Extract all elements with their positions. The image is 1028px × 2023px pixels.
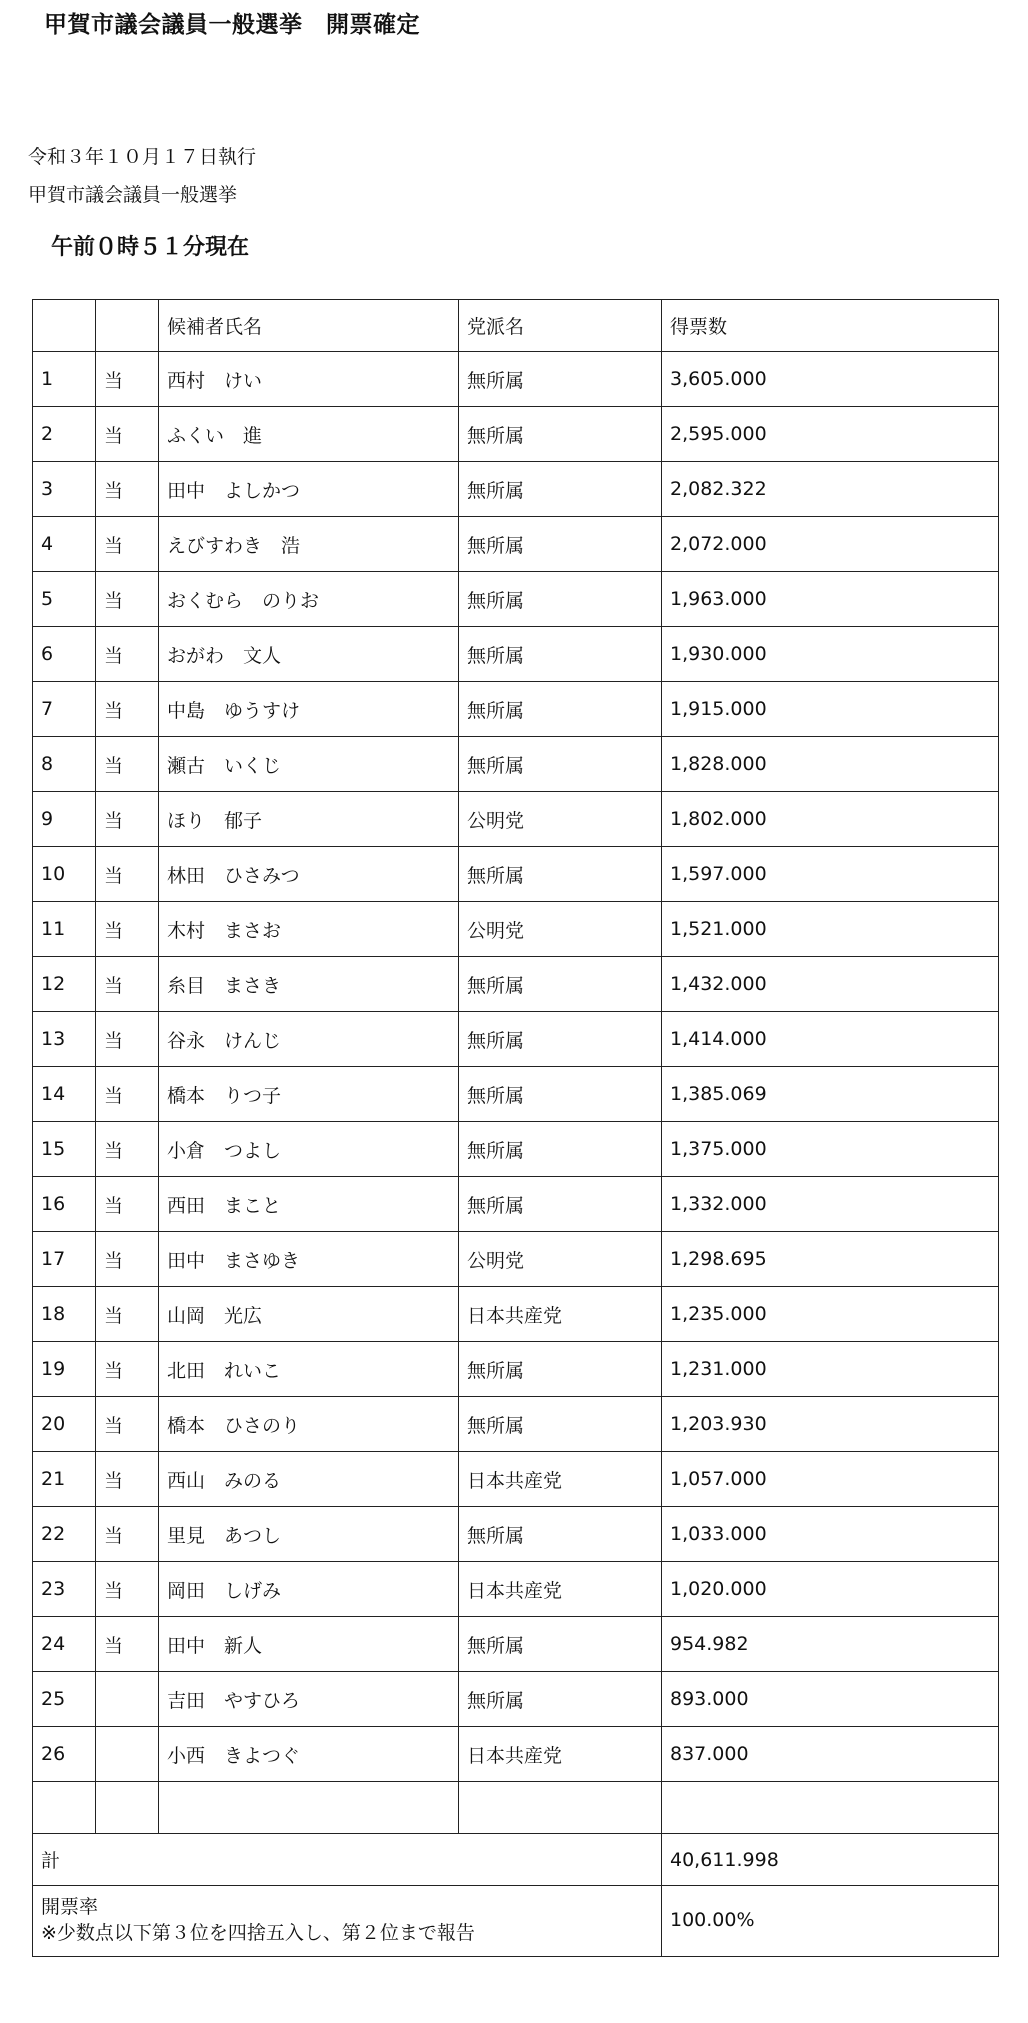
empty-cell (33, 1782, 96, 1834)
table-row (33, 627, 999, 682)
cell-votes: 1,963.000 (662, 572, 999, 627)
table-row (33, 847, 999, 902)
cell-votes: 1,521.000 (662, 902, 999, 957)
cell-votes: 954.982 (662, 1617, 999, 1672)
header-number (33, 300, 96, 352)
cell-candidate-name: 田中 まさゆき (159, 1232, 459, 1287)
cell-party: 無所属 (459, 1177, 662, 1232)
cell-elected-mark: 当 (96, 462, 159, 517)
page-title: 甲賀市議会議員一般選挙 開票確定 (44, 12, 420, 38)
cell-candidate-name: 林田 ひさみつ (159, 847, 459, 902)
cell-elected-mark: 当 (96, 737, 159, 792)
cell-party: 無所属 (459, 847, 662, 902)
cell-elected-mark: 当 (96, 1177, 159, 1232)
cell-candidate-name: おがわ 文人 (159, 627, 459, 682)
cell-number: 2 (33, 407, 96, 462)
cell-elected-mark: 当 (96, 517, 159, 572)
cell-candidate-name: 谷永 けんじ (159, 1012, 459, 1067)
table-row (33, 407, 999, 462)
cell-number: 4 (33, 517, 96, 572)
cell-votes: 2,595.000 (662, 407, 999, 462)
cell-elected-mark: 当 (96, 1452, 159, 1507)
cell-candidate-name: 里見 あつし (159, 1507, 459, 1562)
cell-votes: 1,915.000 (662, 682, 999, 737)
cell-votes: 1,298.695 (662, 1232, 999, 1287)
cell-votes: 1,020.000 (662, 1562, 999, 1617)
cell-votes: 1,930.000 (662, 627, 999, 682)
cell-party: 無所属 (459, 627, 662, 682)
cell-party: 無所属 (459, 1397, 662, 1452)
table-row (33, 1507, 999, 1562)
cell-number: 19 (33, 1342, 96, 1397)
table-row (33, 352, 999, 407)
cell-number: 10 (33, 847, 96, 902)
cell-elected-mark: 当 (96, 682, 159, 737)
cell-party: 無所属 (459, 1617, 662, 1672)
cell-party: 日本共産党 (459, 1287, 662, 1342)
cell-number: 16 (33, 1177, 96, 1232)
election-date: 令和３年１０月１７日執行 (28, 146, 257, 168)
cell-elected-mark: 当 (96, 902, 159, 957)
table-row (33, 462, 999, 517)
cell-elected-mark (96, 1672, 159, 1727)
header-candidate-name: 候補者氏名 (159, 300, 459, 352)
cell-elected-mark: 当 (96, 1067, 159, 1122)
cell-number: 12 (33, 957, 96, 1012)
cell-elected-mark: 当 (96, 572, 159, 627)
cell-party: 無所属 (459, 407, 662, 462)
cell-number: 20 (33, 1397, 96, 1452)
table-row (33, 517, 999, 572)
cell-number: 5 (33, 572, 96, 627)
cell-number: 26 (33, 1727, 96, 1782)
cell-candidate-name: 山岡 光広 (159, 1287, 459, 1342)
table-row (33, 1177, 999, 1232)
cell-votes: 1,414.000 (662, 1012, 999, 1067)
cell-votes: 1,332.000 (662, 1177, 999, 1232)
table-row (33, 737, 999, 792)
cell-votes: 1,033.000 (662, 1507, 999, 1562)
cell-party: 無所属 (459, 1067, 662, 1122)
cell-candidate-name: 西村 けい (159, 352, 459, 407)
cell-votes: 1,235.000 (662, 1287, 999, 1342)
table-row (33, 1727, 999, 1782)
cell-elected-mark: 当 (96, 1287, 159, 1342)
cell-candidate-name: 中島 ゆうすけ (159, 682, 459, 737)
cell-number: 11 (33, 902, 96, 957)
cell-votes: 2,082.322 (662, 462, 999, 517)
total-value: 40,611.998 (662, 1834, 999, 1886)
election-name: 甲賀市議会議員一般選挙 (28, 184, 238, 206)
cell-votes: 893.000 (662, 1672, 999, 1727)
cell-candidate-name: 西山 みのる (159, 1452, 459, 1507)
cell-candidate-name: 田中 よしかつ (159, 462, 459, 517)
cell-candidate-name: 小西 きよつぐ (159, 1727, 459, 1782)
counting-rate-row (33, 1886, 999, 1957)
cell-party: 無所属 (459, 682, 662, 737)
counting-rate-value: 100.00% (662, 1886, 999, 1957)
cell-number: 14 (33, 1067, 96, 1122)
cell-candidate-name: 吉田 やすひろ (159, 1672, 459, 1727)
cell-candidate-name: ほり 郁子 (159, 792, 459, 847)
table-row (33, 957, 999, 1012)
header-party: 党派名 (459, 300, 662, 352)
header-elected (96, 300, 159, 352)
cell-votes: 1,375.000 (662, 1122, 999, 1177)
header-votes: 得票数 (662, 300, 999, 352)
cell-number: 7 (33, 682, 96, 737)
table-row (33, 572, 999, 627)
cell-number: 24 (33, 1617, 96, 1672)
cell-candidate-name: ふくい 進 (159, 407, 459, 462)
table-row (33, 682, 999, 737)
cell-votes: 1,231.000 (662, 1342, 999, 1397)
table-row (33, 1397, 999, 1452)
cell-elected-mark: 当 (96, 1397, 159, 1452)
cell-elected-mark (96, 1727, 159, 1782)
cell-votes: 1,203.930 (662, 1397, 999, 1452)
cell-elected-mark: 当 (96, 407, 159, 462)
table-row (33, 1232, 999, 1287)
table-row (33, 1562, 999, 1617)
cell-party: 無所属 (459, 517, 662, 572)
cell-votes: 1,057.000 (662, 1452, 999, 1507)
empty-cell (459, 1782, 662, 1834)
cell-candidate-name: 糸目 まさき (159, 957, 459, 1012)
cell-votes: 1,385.069 (662, 1067, 999, 1122)
cell-elected-mark: 当 (96, 957, 159, 1012)
cell-candidate-name: 橋本 ひさのり (159, 1397, 459, 1452)
cell-candidate-name: 木村 まさお (159, 902, 459, 957)
cell-number: 15 (33, 1122, 96, 1177)
cell-elected-mark: 当 (96, 1507, 159, 1562)
cell-candidate-name: 北田 れいこ (159, 1342, 459, 1397)
cell-party: 公明党 (459, 902, 662, 957)
counting-rate-label-cell (33, 1886, 662, 1957)
cell-party: 日本共産党 (459, 1562, 662, 1617)
cell-candidate-name: 西田 まこと (159, 1177, 459, 1232)
cell-candidate-name: 岡田 しげみ (159, 1562, 459, 1617)
cell-candidate-name: 小倉 つよし (159, 1122, 459, 1177)
cell-number: 23 (33, 1562, 96, 1617)
status-time: 午前０時５１分現在 (51, 235, 250, 260)
empty-cell (159, 1782, 459, 1834)
cell-number: 9 (33, 792, 96, 847)
table-row (33, 792, 999, 847)
cell-elected-mark: 当 (96, 352, 159, 407)
cell-number: 13 (33, 1012, 96, 1067)
cell-votes: 1,432.000 (662, 957, 999, 1012)
cell-number: 18 (33, 1287, 96, 1342)
cell-number: 17 (33, 1232, 96, 1287)
cell-party: 公明党 (459, 1232, 662, 1287)
cell-party: 日本共産党 (459, 1727, 662, 1782)
cell-elected-mark: 当 (96, 1342, 159, 1397)
cell-number: 1 (33, 352, 96, 407)
cell-candidate-name: 橋本 りつ子 (159, 1067, 459, 1122)
cell-elected-mark: 当 (96, 1617, 159, 1672)
total-label: 計 (33, 1834, 662, 1886)
cell-candidate-name: おくむら のりお (159, 572, 459, 627)
cell-elected-mark: 当 (96, 627, 159, 682)
counting-rate-label: 開票率 (41, 1896, 99, 1919)
cell-candidate-name: えびすわき 浩 (159, 517, 459, 572)
table-row (33, 1672, 999, 1727)
results-body (33, 300, 999, 1957)
cell-candidate-name: 田中 新人 (159, 1617, 459, 1672)
cell-party: 無所属 (459, 352, 662, 407)
cell-elected-mark: 当 (96, 1122, 159, 1177)
cell-elected-mark: 当 (96, 1232, 159, 1287)
cell-party: 無所属 (459, 957, 662, 1012)
cell-number: 8 (33, 737, 96, 792)
cell-party: 無所属 (459, 1672, 662, 1727)
cell-party: 無所属 (459, 1342, 662, 1397)
cell-number: 6 (33, 627, 96, 682)
cell-party: 無所属 (459, 737, 662, 792)
table-row (33, 1287, 999, 1342)
cell-party: 無所属 (459, 462, 662, 517)
cell-candidate-name: 瀬古 いくじ (159, 737, 459, 792)
cell-elected-mark: 当 (96, 1012, 159, 1067)
cell-party: 無所属 (459, 1012, 662, 1067)
table-row (33, 1617, 999, 1672)
empty-cell (662, 1782, 999, 1834)
cell-votes: 3,605.000 (662, 352, 999, 407)
table-row (33, 902, 999, 957)
cell-number: 25 (33, 1672, 96, 1727)
cell-votes: 2,072.000 (662, 517, 999, 572)
cell-number: 22 (33, 1507, 96, 1562)
table-row (33, 1452, 999, 1507)
table-header-row (33, 300, 999, 352)
cell-elected-mark: 当 (96, 1562, 159, 1617)
cell-party: 無所属 (459, 572, 662, 627)
table-row (33, 1122, 999, 1177)
table-row (33, 1067, 999, 1122)
cell-party: 無所属 (459, 1507, 662, 1562)
cell-elected-mark: 当 (96, 847, 159, 902)
cell-party: 日本共産党 (459, 1452, 662, 1507)
results-table (32, 299, 999, 1957)
cell-party: 公明党 (459, 792, 662, 847)
cell-votes: 837.000 (662, 1727, 999, 1782)
table-row (33, 1342, 999, 1397)
empty-row (33, 1782, 999, 1834)
cell-votes: 1,828.000 (662, 737, 999, 792)
table-row (33, 1012, 999, 1067)
cell-number: 3 (33, 462, 96, 517)
cell-votes: 1,802.000 (662, 792, 999, 847)
empty-cell (96, 1782, 159, 1834)
cell-elected-mark: 当 (96, 792, 159, 847)
cell-votes: 1,597.000 (662, 847, 999, 902)
counting-rate-note: ※少数点以下第３位を四捨五入し、第２位まで報告 (41, 1922, 475, 1944)
cell-party: 無所属 (459, 1122, 662, 1177)
total-row (33, 1834, 999, 1886)
cell-number: 21 (33, 1452, 96, 1507)
